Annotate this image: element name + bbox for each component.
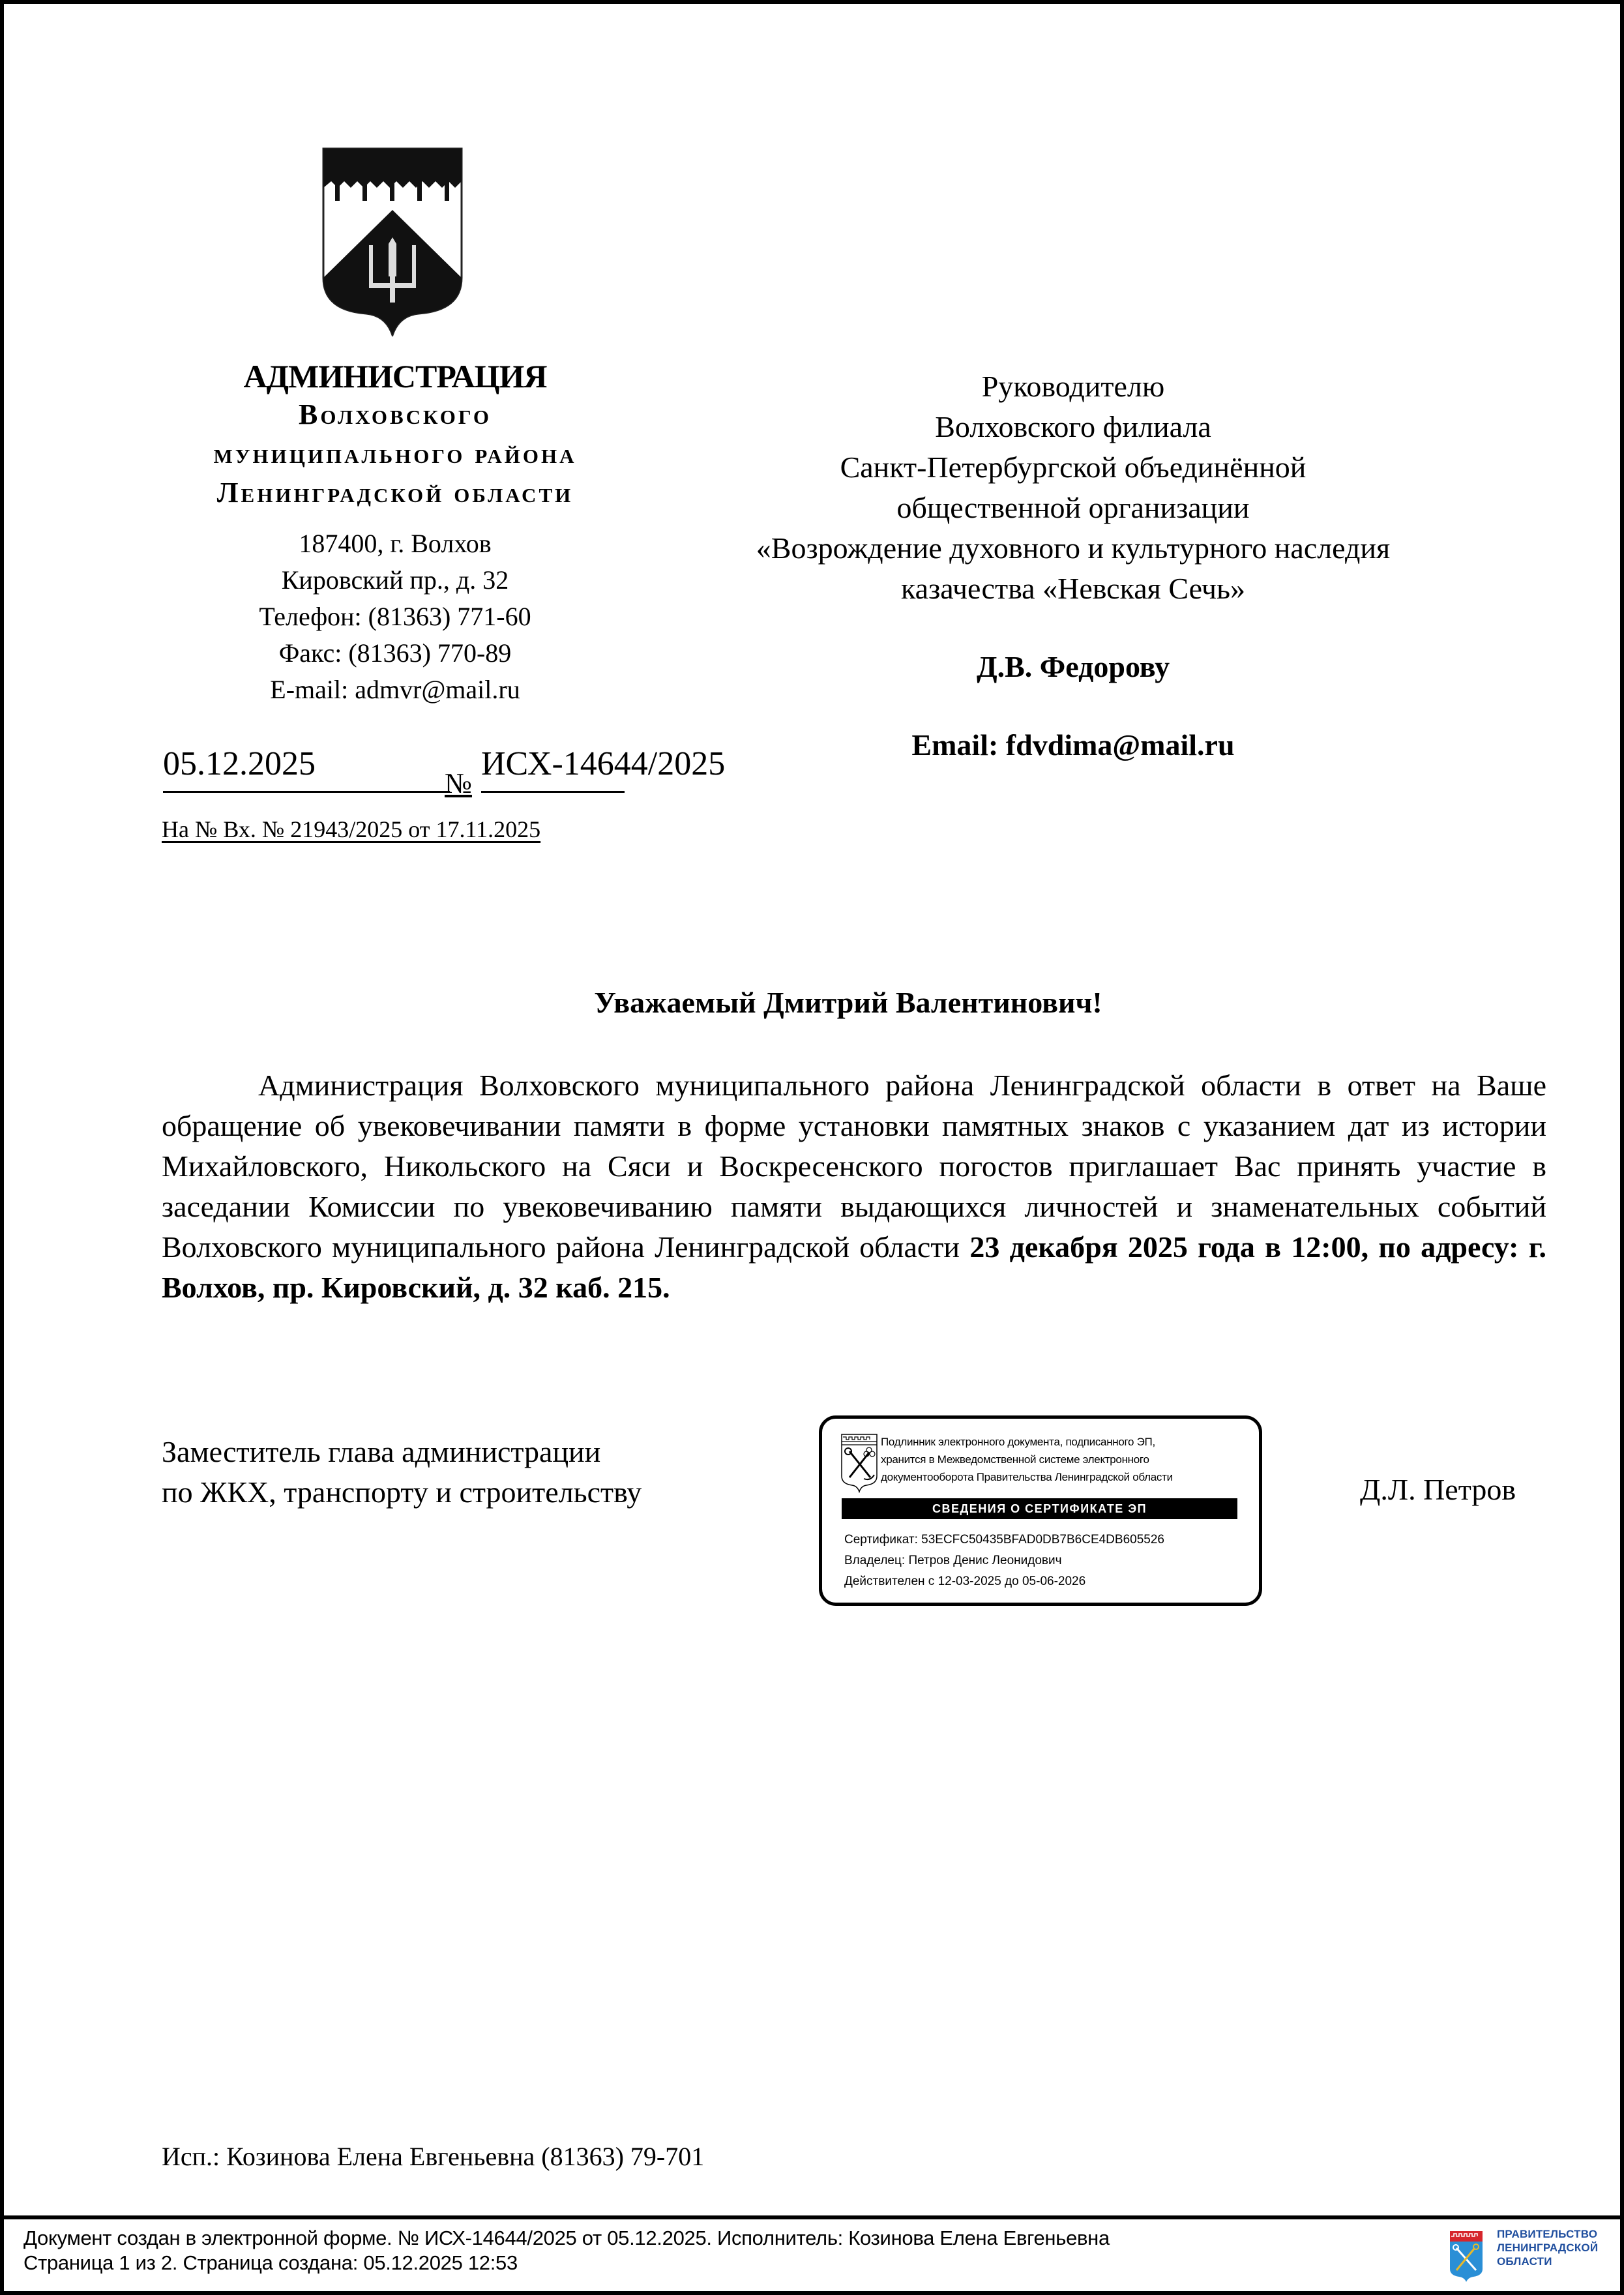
stamp-certificate-header: СВЕДЕНИЯ О СЕРТИФИКАТЕ ЭП [842, 1498, 1237, 1519]
gov-text-line: ПРАВИТЕЛЬСТВО [1497, 2228, 1598, 2240]
footer-line-document: Документ создан в электронной форме. № ИСХ-14644/2025 от 05.12.2025. Исполнитель: Козинова Елена Евгеньевна [23, 2227, 1110, 2249]
address-line-street: Кировский пр., д. 32 [281, 565, 509, 595]
address-line-phone: Телефон: (81363) 771-60 [259, 602, 531, 631]
addressee-line: Санкт-Петербургской объединённой [840, 451, 1307, 484]
salutation: Уважаемый Дмитрий Валентинович! [594, 986, 1102, 1019]
footer-divider [4, 2215, 1624, 2219]
org-address [121, 526, 669, 708]
number-sign: № [445, 767, 472, 799]
address-line-email: E-mail: admvr@mail.ru [270, 675, 520, 704]
addressee-email: Email: fdvdima@mail.ru [911, 728, 1235, 762]
org-line-2: муниципального района [213, 437, 577, 469]
addressee-line: казачества «Невская Сечь» [901, 572, 1245, 605]
certificate-validity: Действителен с 12-03-2025 до 05-06-2026 [844, 1575, 1086, 1588]
org-line-1: Волховского [299, 398, 492, 430]
executor-info: Исп.: Козинова Елена Евгеньевна (81363) 79-701 [162, 2142, 705, 2171]
addressee-line: Волховского филиала [935, 410, 1211, 443]
outgoing-number-value: ИСХ-14644/2025 [481, 745, 726, 782]
signatory-title-line: по ЖКХ, транспорту и строительству [162, 1475, 642, 1509]
address-line-postal: 187400, г. Волхов [299, 529, 492, 558]
address-line-fax: Факс: (81363) 770-89 [278, 638, 512, 668]
signatory-name: Д.Л. Петров [1360, 1473, 1516, 1506]
stamp-certificate-info [844, 1530, 1164, 1592]
footer-info [23, 2226, 1110, 2275]
letter-body [162, 1065, 1546, 1308]
addressee-line: общественной организации [896, 491, 1250, 524]
addressee-name: Д.В. Федорову [976, 650, 1170, 683]
leningrad-crest-icon [840, 1433, 878, 1493]
stamp-notice-line: хранится в Межведомственной системе электронного [881, 1453, 1149, 1466]
certificate-number: Сертификат: 53ECFC50435BFAD0DB7B6CE4DB605526 [844, 1533, 1164, 1547]
addressee-block [675, 366, 1471, 609]
electronic-signature-stamp [819, 1415, 1262, 1606]
letter-body-text: Администрация Волховского муниципального района Ленинградской области в ответ на Ваше обращение об увековечивании памяти в форме установки памятных знаков с указанием дат из истории Михайловского, Никольского на Сяси и Воскресенского погостов приглашает Вас принять участие в заседании Комиссии по увековечиванию памяти выдающихся личностей и знаменательных событий Волховского муниципального района Ленинградской области [162, 1069, 1546, 1264]
signatory-title-line: Заместитель глава администрации [162, 1435, 601, 1468]
stamp-notice-line: документооборота Правительства Ленинградской области [881, 1471, 1173, 1483]
stamp-notice-line: Подлинник электронного документа, подписанного ЭП, [881, 1436, 1155, 1448]
volkhov-crest-icon [321, 147, 464, 336]
addressee-line: «Возрождение духовного и культурного наследия [756, 531, 1391, 565]
meeting-details: 23 декабря 2025 года в 12:00, по адресу: г. Волхов, пр. Кировский, д. 32 каб. 215. [162, 1230, 1546, 1304]
footer-line-page: Страница 1 из 2. Страница создана: 05.12.2025 12:53 [23, 2251, 518, 2274]
signatory-title [162, 1432, 642, 1513]
addressee-line: Руководителю [981, 370, 1165, 403]
leningrad-government-logo-icon [1449, 2230, 1484, 2282]
org-title: АДМИНИСТРАЦИЯ [243, 358, 547, 394]
gov-text-line: ЛЕНИНГРАДСКОЙ [1497, 2242, 1599, 2254]
certificate-owner: Владелец: Петров Денис Леонидович [844, 1554, 1062, 1567]
stamp-notice [881, 1433, 1173, 1486]
document-date: 05.12.2025 [163, 745, 450, 793]
government-logo-text [1497, 2227, 1598, 2268]
outgoing-number [481, 745, 726, 793]
incoming-reference: На № Вх. № 21943/2025 от 17.11.2025 [162, 816, 541, 842]
org-line-3: Ленинградской области [216, 477, 574, 509]
gov-text-line: ОБЛАСТИ [1497, 2255, 1552, 2268]
